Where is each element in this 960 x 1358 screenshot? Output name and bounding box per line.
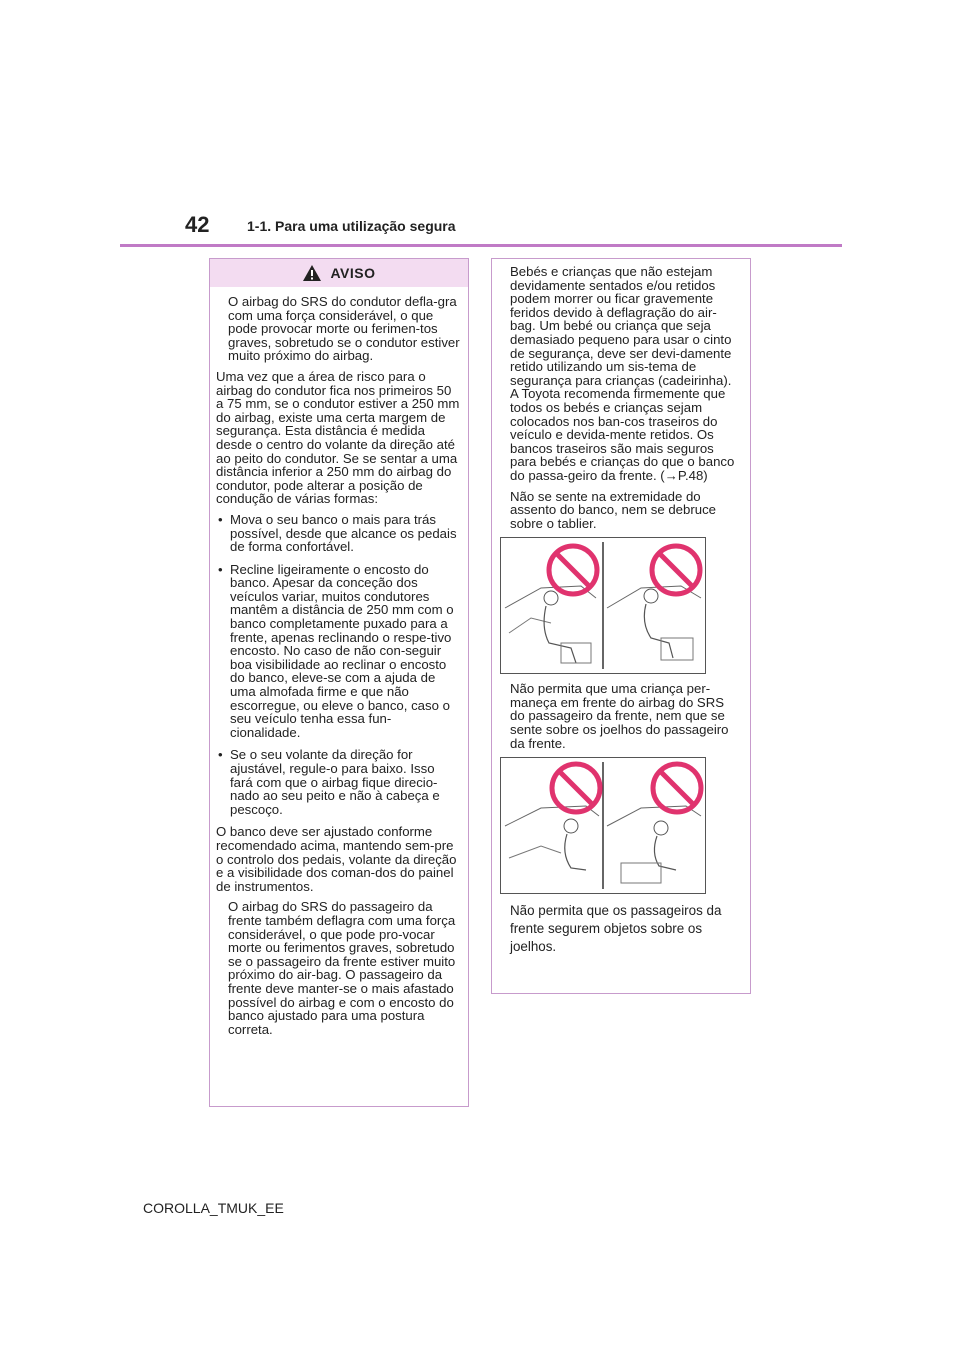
- prohibited-icon: [653, 764, 701, 812]
- illustration-child-airbag: [500, 757, 706, 894]
- page-number: 42: [185, 212, 210, 237]
- right-para-4: Não permita que os passageiros da frente segurem objetos sobre os joelhos.: [510, 903, 722, 955]
- aviso-para-1: O airbag do SRS do condutor defla-gra com uma força considerável, o que pode provocar morte ou ferimen-tos graves, sobretudo se o condutor estiver muito próximo do airbag.: [228, 294, 460, 364]
- bullet-item: • Se o seu volante da direção for ajustável, regule-o para baixo. Isso fará com que o airbag fique direcio-nado ao seu peito e não à cabeça e pescoço.: [216, 748, 460, 816]
- aviso-para-3: O banco deve ser ajustado conforme recomendado acima, mantendo sem-pre o controlo dos pedais, volante da direção e a visibilidade dos coman-dos do painel de instrumentos.: [216, 824, 457, 894]
- illustration-seat-position: [500, 537, 706, 674]
- aviso-box: [209, 258, 469, 1107]
- bullet-text: Se o seu volante da direção for ajustável, regule-o para baixo. Isso fará com que o airbag fique direcio-nado ao seu peito e não à cabeça e pescoço.: [230, 747, 440, 817]
- bullet-item: • Recline ligeiramente o encosto do banco. Apesar da conceção dos veículos variar, muitos condutores mantêm a distância de 250 mm com o banco completamente puxado para a frente, apenas reclinando o respe-tivo encosto. No caso de não con-seguir boa visibilidade ao reclinar o encosto do banco, eleve-se com a ajuda de uma almofada firme e que não escorregue, ou eleve o banco, caso o seu veículo tenha essa fun-cionalidade.: [216, 563, 460, 740]
- continuation-box: [491, 258, 751, 994]
- aviso-para-4: O airbag do SRS do passageiro da frente também deflagra com uma força considerável, o que pode pro-vocar morte ou ferimentos graves, sobretudo se o passageiro da frente estiver muito próximo do air-bag. O passageiro da frente deve manter-se o mais afastado possível do airbag e com o encosto do banco ajustado para uma postura correta.: [228, 899, 456, 1037]
- right-para-2: Não se sente na extremidade do assento do banco, nem se debruce sobre o tablier.: [510, 488, 717, 531]
- header-rule: [120, 244, 842, 247]
- bullet-item: • Mova o seu banco o mais para trás possível, desde que alcance os pedais de forma confortável.: [216, 513, 460, 554]
- prohibited-icon: [552, 764, 600, 812]
- warning-triangle-icon: [302, 264, 322, 282]
- aviso-title: AVISO: [330, 265, 376, 281]
- right-para-3: Não permita que uma criança per-maneça em frente do airbag do SRS do passageiro da frente, nem que se sente sobre os joelhos do passageiro da frente.: [510, 681, 729, 751]
- bullet-text: Mova o seu banco o mais para trás possível, desde que alcance os pedais de forma confortável.: [230, 511, 457, 555]
- bullet-text: Recline ligeiramente o encosto do banco. Apesar da conceção dos veículos variar, muitos condutores mantêm a distância de 250 mm com o banco completamente puxado para a frente, apenas reclinando o respe-tivo encosto. No caso de não con-seguir boa visibilidade ao reclinar o encosto do banco, eleve-se com a ajuda de uma almofada firme e que não escorregue, ou eleve o banco, caso o seu veículo tenha essa fun-cionalidade.: [230, 561, 454, 740]
- section-title: 1-1. Para uma utilização segura: [247, 218, 456, 234]
- aviso-para-2: Uma vez que a área de risco para o airbag do condutor fica nos primeiros 50 a 75 mm, se o condutor estiver a 250 mm do airbag, existe uma certa margem de segurança. Esta distância é medida desde o centro do volante da direção até ao peito do condutor. Se se sentar a uma distância inferior a 250 mm do airbag do condutor, pode alterar a posição de condução de várias formas:: [216, 368, 460, 507]
- prohibited-icon: [652, 546, 700, 594]
- aviso-header: [210, 259, 468, 287]
- right-para-1: Bebés e crianças que não estejam devidamente sentados e/ou retidos podem morrer ou ficar gravemente feridos devido à deflagração do air-bag. Um bebé ou criança que seja demasiado pequeno para usar o cinto de segurança, deve ser devi-damente retido utilizando um sis-tema de segurança para crianças (cadeirinha). A Toyota recomenda firmemente que todos os bebés e crianças sejam colocados nos ban-cos traseiros do veículo e devida-mente retidos. Os bancos traseiros são mais seguros para bebés e crianças do que o banco do passa-geiro da frente. (→P.48): [510, 264, 735, 483]
- footer-doc-code: COROLLA_TMUK_EE: [143, 1200, 284, 1216]
